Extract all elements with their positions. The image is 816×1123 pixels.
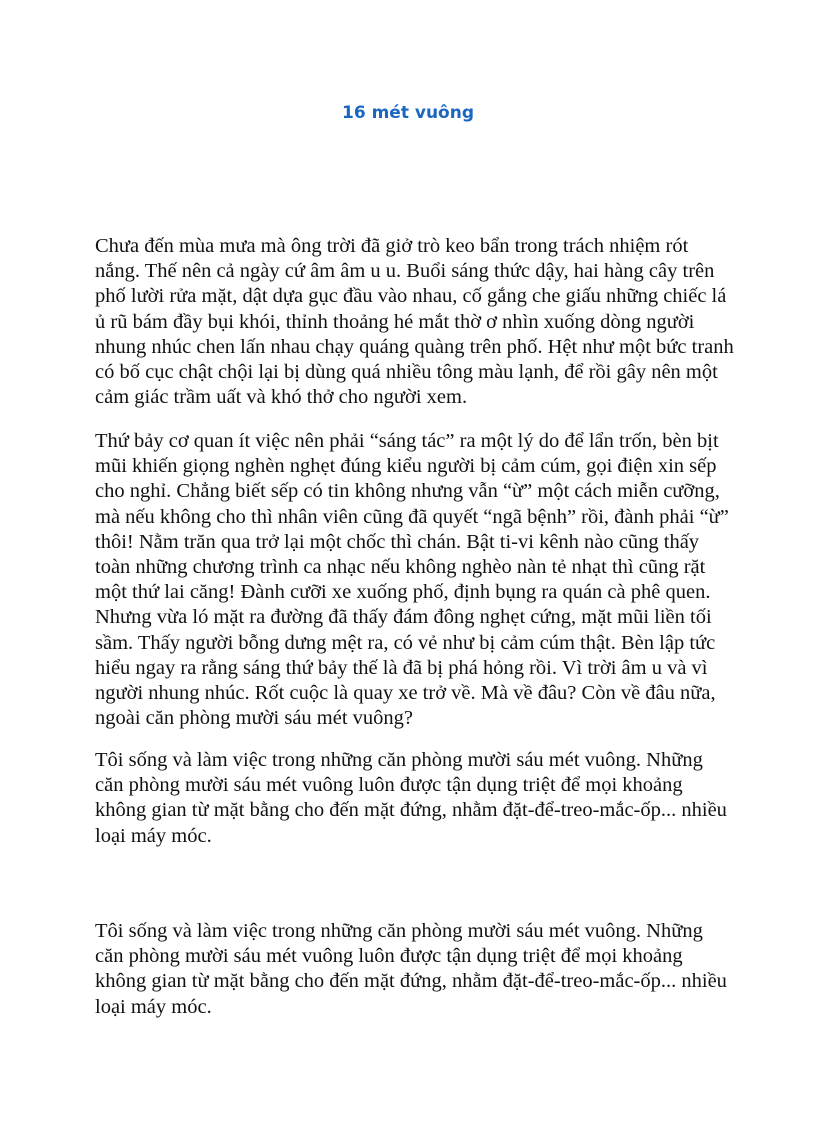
body-paragraph: Thứ bảy cơ quan ít việc nên phải “sáng tác” ra một lý do để lẩn trốn, bèn bịt mũi khiến giọng nghèn nghẹt đúng kiểu người bị cảm cúm, gọi điện xin sếp cho nghỉ. Chẳng biết sếp có tin không nhưng vẫn “ừ” một cách miễn cưỡng, mà nếu không cho thì nhân viên cũng đã quyết “ngã bệnh” rồi, đành phải “ừ” thôi! Nằm trăn qua trở lại một chốc thì chán. Bật ti-vi kênh nào cũng thấy toàn những chương trình ca nhạc nếu không nghèo nàn tẻ nhạt thì cũng rặt một thứ lai căng! Đành cưỡi xe xuống phố, định bụng ra quán cà phê quen. Nhưng vừa ló mặt ra đường đã thấy đám đông nghẹt cứng, mặt mũi liền tối sầm. Thấy người bỗng dưng mệt ra, có vẻ như bị cảm cúm thật. Bèn lập tức hiểu ngay ra rằng sáng thứ bảy thế là đã bị phá hỏng rồi. Vì trời âm u và vì người nhung nhúc. Rốt cuộc là quay xe trở về. Mà về đâu? Còn về đâu nữa, ngoài căn phòng mười sáu mét vuông? [95, 430, 729, 730]
body-paragraph: Tôi sống và làm việc trong những căn phòng mười sáu mét vuông. Những căn phòng mười sáu mét vuông luôn được tận dụng triệt để mọi khoảng không gian từ mặt bằng cho đến mặt đứng, nhằm đặt-để-treo-mắc-ốp... nhiều loại máy móc. [95, 749, 727, 847]
page-title: 16 mét vuông [342, 103, 474, 123]
body-paragraph: Tôi sống và làm việc trong những căn phòng mười sáu mét vuông. Những căn phòng mười sáu mét vuông luôn được tận dụng triệt để mọi khoảng không gian từ mặt bằng cho đến mặt đứng, nhằm đặt-để-treo-mắc-ốp... nhiều loại máy móc. [95, 920, 727, 1018]
body-paragraph: Chưa đến mùa mưa mà ông trời đã giở trò keo bẩn trong trách nhiệm rót nắng. Thế nên cả ngày cứ âm âm u u. Buổi sáng thức dậy, hai hàng cây trên phố lười rửa mặt, dật dựa gục đầu vào nhau, cố gắng che giấu những chiếc lá ủ rũ bám đầy bụi khói, thỉnh thoảng hé mắt thờ ơ nhìn xuống dòng người nhung nhúc chen lấn nhau chạy quáng quàng trên phố. Hệt như một bức tranh có bố cục chật chội lại bị dùng quá nhiều tông màu lạnh, để rồi gây nên một cảm giác trầm uất và khó thở cho người xem. [95, 235, 734, 409]
